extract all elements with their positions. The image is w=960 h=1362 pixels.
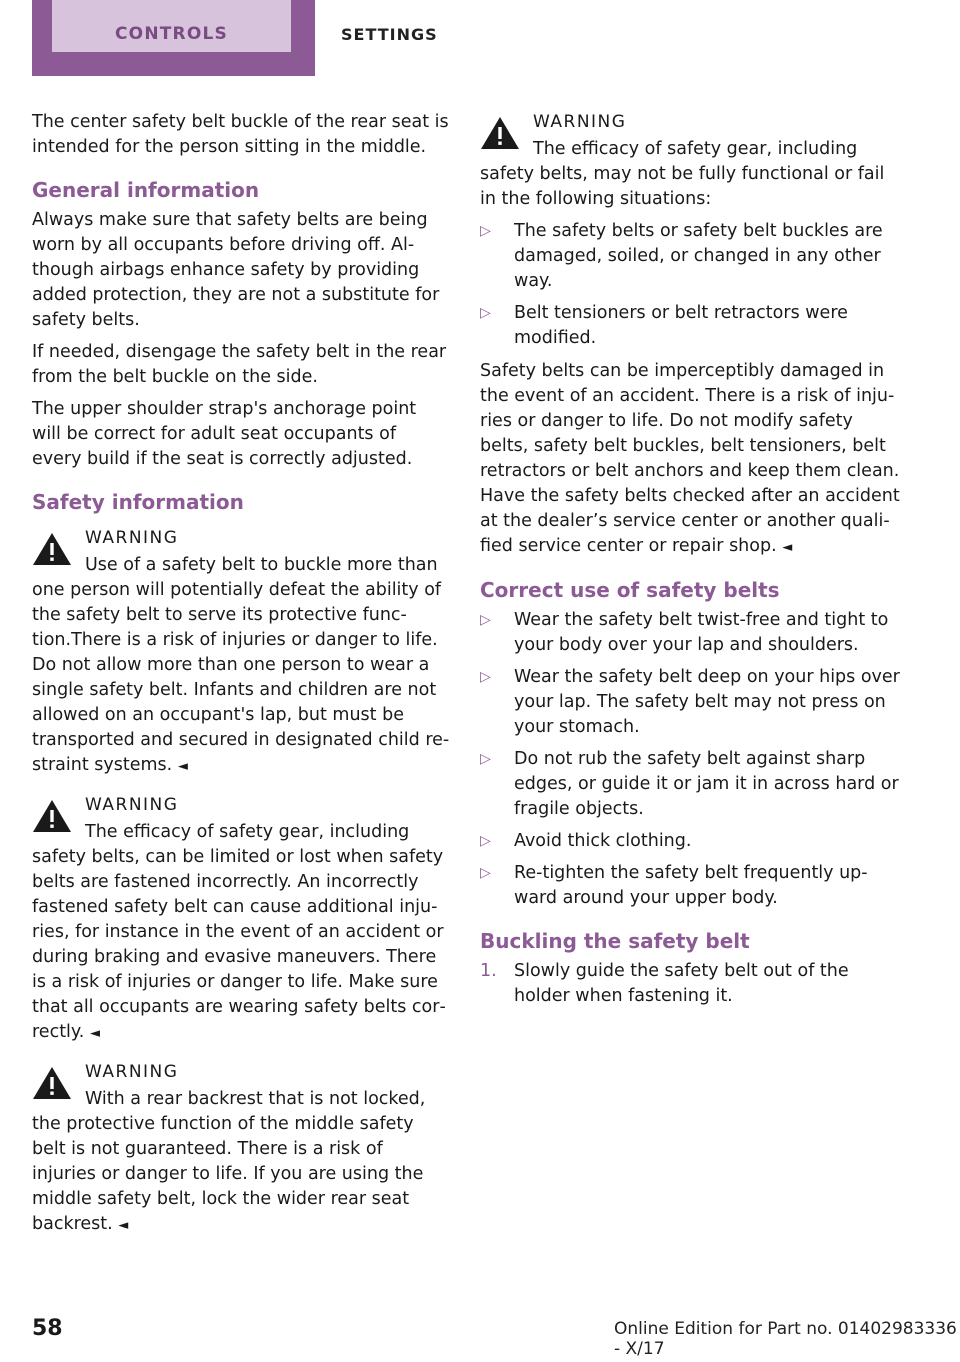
- warning-label: WARNING: [85, 795, 179, 815]
- warning-triangle-icon: [32, 1066, 72, 1100]
- warning-triangle-icon: [480, 116, 520, 150]
- triangle-bullet-icon: ▷: [480, 669, 491, 685]
- list-item: 1. Slowly guide the safety belt out of the holder when fastening it.: [480, 959, 900, 1009]
- warning-triangle-icon: [32, 799, 72, 833]
- general-paragraph-2: If needed, disengage the safety belt in the rear from the belt buckle on the side.: [32, 342, 447, 387]
- warning-situations-list: [480, 219, 900, 351]
- list-item: ▷ Re-tighten the safety belt frequently upward around your upper body.: [480, 861, 900, 911]
- end-mark: ◄: [89, 1026, 100, 1041]
- warning-label: WARNING: [85, 528, 179, 548]
- general-paragraph-1: Always make sure that safety belts are being worn by all occupants before driving off. Although airbags enhance safety by providing added protection, they are not a substitute for safety belts.: [32, 210, 440, 330]
- warning-block-4: [480, 110, 900, 560]
- warning-block-2: [32, 793, 450, 1046]
- correct-use-list: [480, 608, 900, 911]
- warning-after-text: Safety belts can be imperceptibly damaged in the event of an accident. There is a risk of injuries or danger to life. Do not modify safety belts, safety belt buckles, belt tensioners, belt retractors or belt anchors and keep them clean. Have the safety belts checked after an accident at the dealer’s service center or another qualified service center or repair shop. ◄: [480, 361, 900, 556]
- triangle-bullet-icon: ▷: [480, 833, 491, 849]
- list-item: ▷ Do not rub the safety belt against sharp edges, or guide it or jam it in across hard or fragile objects.: [480, 747, 900, 822]
- buckling-steps-list: [480, 959, 900, 1009]
- triangle-bullet-icon: ▷: [480, 305, 491, 321]
- safety-information-heading: Safety information: [32, 490, 244, 514]
- list-item: ▷ Avoid thick clothing.: [480, 829, 900, 854]
- tab-settings[interactable]: SETTINGS: [341, 25, 438, 44]
- list-item: ▷ Wear the safety belt deep on your hips over your lap. The safety belt may not press on your stomach.: [480, 665, 900, 740]
- footer-edition: Online Edition for Part no. 01402983336 - X/17: [614, 1319, 957, 1359]
- triangle-bullet-icon: ▷: [480, 865, 491, 881]
- right-column: [480, 110, 900, 1017]
- step-number: 1.: [480, 961, 497, 981]
- warning-text: Use of a safety belt to buckle more than one person will potentially defeat the ability of the safety belt to serve its protective function.There is a risk of injuries or danger to life. Do not allow more than one person to wear a single safety belt. Infants and children are not allowed on an occupant's lap, but must be transported and secured in designated child restraint systems. ◄: [32, 555, 450, 775]
- general-paragraph-3: The upper shoulder strap's anchorage point will be correct for adult seat occupants of every build if the seat is correctly adjusted.: [32, 399, 417, 469]
- tab-controls[interactable]: [32, 0, 315, 76]
- warning-text: The efficacy of safety gear, including safety belts, can be limited or lost when safety belts are fastened incorrectly. An incorrectly fastened safety belt can cause additional injuries, for instance in the event of an accident or during braking and evasive maneuvers. There is a risk of injuries or danger to life. Make sure that all occupants are wearing safety belts correctly. ◄: [32, 822, 446, 1042]
- triangle-bullet-icon: ▷: [480, 612, 491, 628]
- end-mark: ◄: [118, 1218, 129, 1233]
- warning-text: With a rear backrest that is not locked, the protective function of the middle safety belt is not guaranteed. There is a risk of injuries or danger to life. If you are using the middle safety belt, lock the wider rear seat backrest. ◄: [32, 1089, 426, 1234]
- left-column: [32, 110, 450, 1252]
- list-item: ▷ The safety belts or safety belt buckles are damaged, soiled, or changed in any other way.: [480, 219, 900, 294]
- warning-text: The efficacy of safety gear, including safety belts, may not be fully functional or fail in the following situations:: [480, 139, 885, 209]
- warning-block-1: [32, 526, 450, 779]
- warning-label: WARNING: [85, 1062, 179, 1082]
- list-item: ▷ Wear the safety belt twist-free and tight to your body over your lap and shoulders.: [480, 608, 900, 658]
- tab-controls-label: CONTROLS: [52, 0, 291, 52]
- list-item: ▷ Belt tensioners or belt retractors were modified.: [480, 301, 900, 351]
- triangle-bullet-icon: ▷: [480, 223, 491, 239]
- general-information-heading: General information: [32, 178, 260, 202]
- page-number: 58: [32, 1316, 63, 1341]
- correct-use-heading: Correct use of safety belts: [480, 578, 780, 602]
- warning-block-3: [32, 1060, 450, 1238]
- end-mark: ◄: [782, 540, 793, 555]
- triangle-bullet-icon: ▷: [480, 751, 491, 767]
- warning-triangle-icon: [32, 532, 72, 566]
- intro-paragraph: The center safety belt buckle of the rear seat is intended for the person sitting in the middle.: [32, 112, 449, 157]
- end-mark: ◄: [177, 759, 188, 774]
- warning-label: WARNING: [533, 112, 627, 132]
- buckling-heading: Buckling the safety belt: [480, 929, 750, 953]
